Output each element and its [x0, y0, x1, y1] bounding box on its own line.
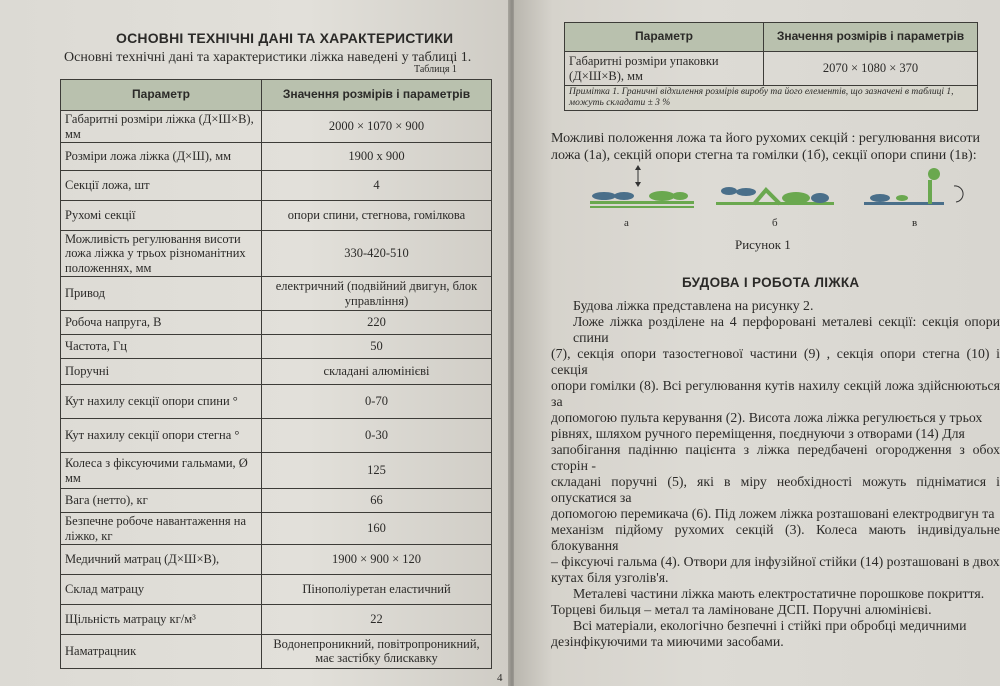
param-cell: Частота, Гц [61, 335, 262, 359]
value-cell: 0-70 [262, 385, 492, 419]
param-cell: Щільність матрацу кг/м³ [61, 604, 262, 634]
body-line: Ложе ліжка розділене на 4 перфоровані металеві секції: секція опори спини [573, 314, 1000, 345]
table-header-row [61, 80, 492, 111]
table-row [61, 201, 492, 231]
body-line: допомогою пульта керування (2). Висота ложа ліжка регулюється у трьох [551, 410, 983, 425]
table-note: Примітка 1. Граничні відхилення розмірів виробу та його елементів, що зазначені в таблиці 1, можуть складати ± 3 % [565, 86, 978, 111]
section-body [551, 298, 1000, 650]
position-a-drawing [590, 165, 694, 208]
table-row [61, 489, 492, 513]
body-line: допомогою перемикача (6). Під ложем ліжка розташовані електродвигун та [551, 506, 995, 521]
value-cell: 220 [262, 311, 492, 335]
intro-text: Основні технічні дані та характеристики ліжка наведені у таблиці 1. [64, 50, 472, 65]
table-row [61, 231, 492, 277]
table-row [61, 419, 492, 453]
table-row [61, 604, 492, 634]
body-line: – фіксуючі гальма (4). Отвори для інфузійної стійки (14) розташовані в двох [551, 554, 1000, 569]
header-value: Значення розмірів і параметрів [764, 23, 978, 52]
position-c-drawing [864, 168, 963, 205]
table-header-row [565, 23, 978, 52]
param-cell: Габаритні розміри упаковки (Д×Ш×В), мм [565, 52, 764, 86]
body-line: складані поручні (5), які в міру необхідності можуть підніматися і опускатися за [551, 474, 1000, 505]
param-cell: Привод [61, 277, 262, 311]
table-row [61, 513, 492, 545]
body-line: дезінфікуючими та миючими засобами. [551, 634, 784, 649]
param-cell: Безпечне робоче навантаження на ліжко, кг [61, 513, 262, 545]
position-b-drawing [716, 187, 834, 205]
param-cell: Кут нахилу секції опори спини ° [61, 385, 262, 419]
body-line: Всі матеріали, екологічно безпечні і стійкі при обробці медичними [573, 618, 967, 633]
value-cell: 1900 х 900 [262, 143, 492, 171]
table-row [61, 453, 492, 489]
param-cell: Кут нахилу секції опори стегна ° [61, 419, 262, 453]
value-cell: 2070 × 1080 × 370 [764, 52, 978, 86]
value-cell: 2000 × 1070 × 900 [262, 111, 492, 143]
param-cell: Наматрацник [61, 634, 262, 668]
spec-table [60, 79, 492, 669]
param-cell: Рухомі секції [61, 201, 262, 231]
figure-label-a: а [624, 217, 629, 229]
table-row [61, 634, 492, 668]
header-param: Параметр [61, 80, 262, 111]
value-cell: складані алюмінієві [262, 359, 492, 385]
param-cell: Секції ложа, шт [61, 171, 262, 201]
table-row [61, 359, 492, 385]
value-cell: 22 [262, 604, 492, 634]
table-row [61, 311, 492, 335]
body-line: Будова ліжка представлена на рисунку 2. [573, 298, 814, 313]
value-cell: опори спини, стегнова, гомілкова [262, 201, 492, 231]
param-cell: Вага (нетто), кг [61, 489, 262, 513]
body-line: кутах біля узголів'я. [551, 570, 669, 585]
value-cell: 66 [262, 489, 492, 513]
value-cell: 50 [262, 335, 492, 359]
param-cell: Розміри ложа ліжка (Д×Ш), мм [61, 143, 262, 171]
value-cell: електричний (подвійний двигун, блок управління) [262, 277, 492, 311]
param-cell: Колеса з фіксуючими гальмами, Ø мм [61, 453, 262, 489]
table-row [61, 171, 492, 201]
body-line: запобігання падінню пацієнта з ліжка передбачені огородження з обох сторін - [551, 442, 1000, 473]
table-row [61, 544, 492, 574]
body-line: Торцеві бильця – метал та ламіноване ДСП. Поручні алюмінієві. [551, 602, 932, 617]
page-number: 4 [497, 672, 503, 684]
note-row [565, 86, 978, 111]
header-param: Параметр [565, 23, 764, 52]
param-cell: Поручні [61, 359, 262, 385]
body-line: Металеві частини ліжка мають електростатичне порошкове покриття. [573, 586, 985, 601]
body-line: опори гомілки (8). Всі регулювання кутів нахилу секцій ложа здійснюються за [551, 378, 1000, 409]
figure-label-c: в [912, 217, 918, 229]
body-line: механізм підйому рухомих секцій (3). Колеса мають індивідуальне блокування [551, 522, 1000, 553]
body-line: рівнях, шляхом ручного переміщення, поєднуючи з отворами (14) Для [551, 426, 965, 441]
value-cell: 330-420-510 [262, 231, 492, 277]
param-cell: Склад матрацу [61, 574, 262, 604]
body-line: (7), секція опори тазостегнової частини (9) , секція опори стегна (10) і секція [551, 346, 1000, 377]
param-cell: Робоча напруга, В [61, 311, 262, 335]
param-cell: Можливість регулювання висоти ложа ліжка у трьох різноманітних положеннях, мм [61, 231, 262, 277]
table-row [61, 385, 492, 419]
figure-caption: Рисунок 1 [735, 237, 791, 252]
table-row [565, 52, 978, 86]
section-title: БУДОВА І РОБОТА ЛІЖКА [682, 275, 860, 290]
header-value: Значення розмірів і параметрів [262, 80, 492, 111]
param-cell: Габаритні розміри ліжка (Д×Ш×В), мм [61, 111, 262, 143]
value-cell: Водонепроникний, повітропроникний, має застібку блискавку [262, 634, 492, 668]
table-row [61, 277, 492, 311]
page-title: ОСНОВНІ ТЕХНІЧНІ ДАНІ ТА ХАРАКТЕРИСТИКИ [116, 30, 454, 46]
table-row [61, 111, 492, 143]
packaging-table [564, 22, 978, 111]
table-row [61, 574, 492, 604]
table-row [61, 335, 492, 359]
value-cell: 125 [262, 453, 492, 489]
figure-label-b: б [772, 217, 778, 229]
figure-intro: Можливі положення ложа та його рухомих секцій : регулювання висоти ложа (1а), секцій опори стегна та гомілки (1б), секції опори спини (1в): [551, 131, 981, 163]
value-cell: 4 [262, 171, 492, 201]
value-cell: 160 [262, 513, 492, 545]
value-cell: 1900 × 900 × 120 [262, 544, 492, 574]
param-cell: Медичний матрац (Д×Ш×В), [61, 544, 262, 574]
value-cell: Пінополіуретан еластичний [262, 574, 492, 604]
table-caption: Таблиця 1 [414, 64, 457, 75]
value-cell: 0-30 [262, 419, 492, 453]
table-row [61, 143, 492, 171]
